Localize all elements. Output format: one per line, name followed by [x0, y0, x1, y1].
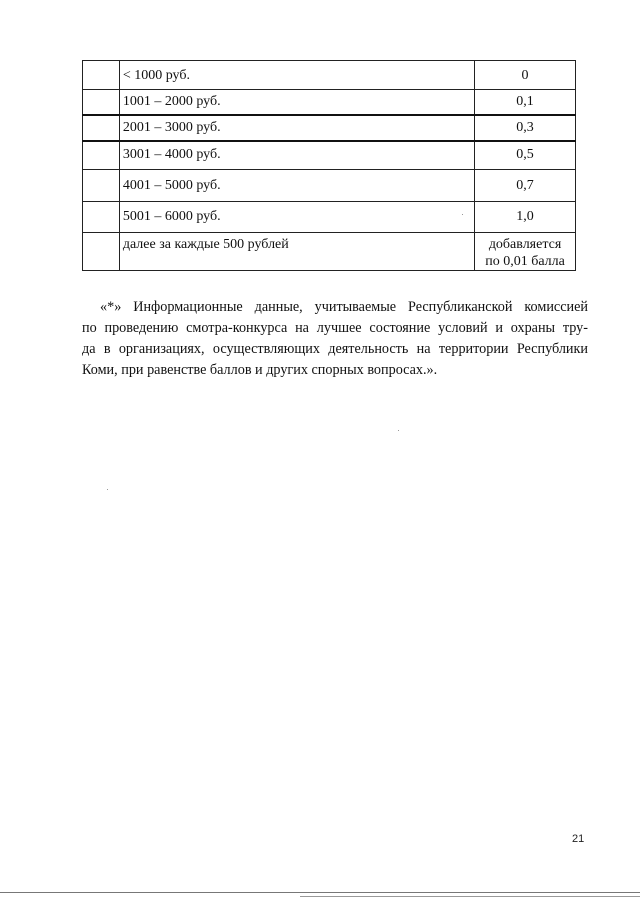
empty-cell: [83, 170, 120, 202]
range-cell: 1001 – 2000 руб.: [119, 90, 474, 115]
score-cell: 0,1: [475, 90, 576, 115]
score-cell-line: по 0,01 балла: [485, 254, 565, 269]
table-row: [83, 115, 576, 141]
range-cell: 4001 – 5000 руб.: [119, 170, 474, 202]
range-cell: < 1000 руб.: [119, 61, 474, 90]
table-row: [83, 202, 576, 233]
empty-cell: [83, 90, 120, 115]
score-cell: 0,7: [475, 170, 576, 202]
range-cell: далее за каждые 500 рублей: [119, 233, 474, 271]
score-cell: 0,3: [475, 115, 576, 141]
footnote-line: по проведению смотра-конкурса на лучшее состояние условий и охраны тру-: [82, 320, 588, 336]
score-cell: 0,5: [475, 141, 576, 170]
empty-cell: [83, 141, 120, 170]
score-cell: 0: [475, 61, 576, 90]
score-table: [82, 60, 576, 271]
scan-speck: [398, 430, 399, 431]
table-row: [83, 170, 576, 202]
scan-speck: [107, 489, 108, 490]
scan-edge-line: [0, 892, 640, 893]
scan-edge-line: [300, 896, 640, 897]
empty-cell: [83, 115, 120, 141]
range-cell: 3001 – 4000 руб.: [119, 141, 474, 170]
table-row: [83, 141, 576, 170]
empty-cell: [83, 61, 120, 90]
scan-speck: [462, 214, 463, 215]
table-row: [83, 90, 576, 115]
table-row: [83, 233, 576, 271]
range-cell: 2001 – 3000 руб.: [119, 115, 474, 141]
score-cell: 1,0: [475, 202, 576, 233]
footnote-line: да в организациях, осуществляющих деятельность на территории Республики: [82, 341, 588, 357]
score-cell-line: добавляется: [488, 237, 562, 252]
footnote-line: Коми, при равенстве баллов и других спорных вопросах.».: [82, 362, 438, 378]
range-cell: 5001 – 6000 руб.: [119, 202, 474, 233]
empty-cell: [83, 202, 120, 233]
table-row: [83, 61, 576, 90]
footnote-line: «*» Информационные данные, учитываемые Республиканской комиссией: [100, 299, 588, 315]
empty-cell: [83, 233, 120, 271]
page-number: 21: [572, 833, 585, 845]
footnote-paragraph: [82, 297, 588, 381]
score-cell: [475, 233, 576, 271]
